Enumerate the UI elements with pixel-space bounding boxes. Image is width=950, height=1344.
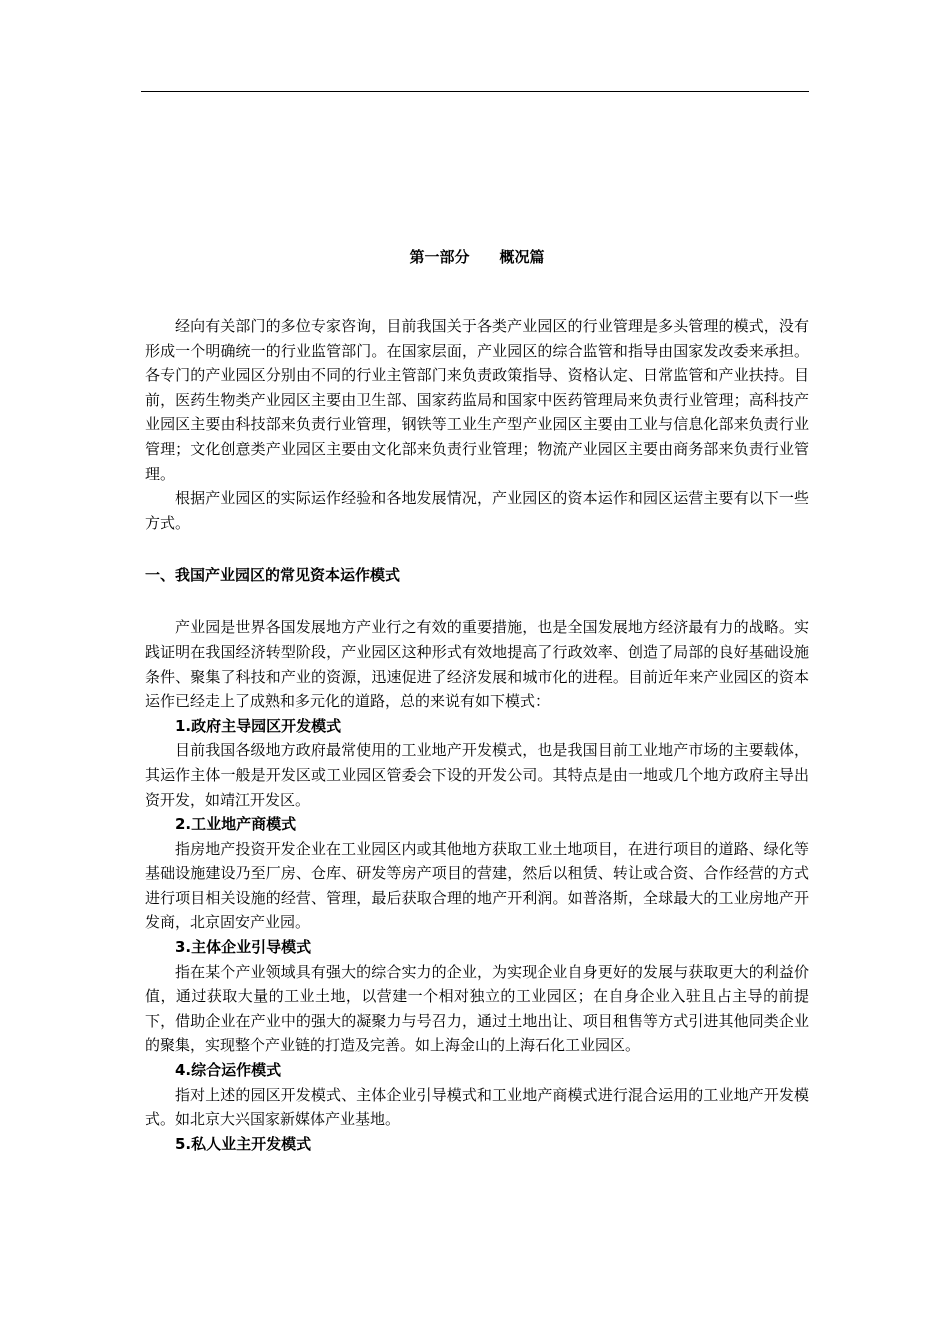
section-intro-paragraph: 产业园是世界各国发展地方产业行之有效的重要措施，也是全国发展地方经济最有力的战略。实践证明在我国经济转型阶段，产业园区这种形式有效地提高了行政效率、创造了局部的良好基础设施条件、聚集了科技和产业的资源，迅速促进了经济发展和城市化的进程。目前近年来产业园区的资本运作已经走上了成熟和多元化的道路，总的来说有如下模式： bbox=[145, 618, 809, 711]
part-title: 第一部分 概况篇 bbox=[409, 248, 545, 266]
section-heading: 一、我国产业园区的常见资本运作模式 bbox=[145, 566, 401, 585]
model-text-1: 目前我国各级地方政府最常使用的工业地产开发模式，也是我国目前工业地产市场的主要载体，其运作主体一般是开发区或工业园区管委会下设的开发公司。其特点是由一地或几个地方政府主导出资开发，如靖江开发区。 bbox=[145, 741, 809, 809]
model-heading-2: 2.工业地产商模式 bbox=[175, 815, 297, 834]
header-rule bbox=[141, 91, 809, 92]
intro-paragraph-1: 经向有关部门的多位专家咨询，目前我国关于各类产业园区的行业管理是多头管理的模式，没有形成一个明确统一的行业监管部门。在国家层面，产业园区的综合监管和指导由国家发改委来承担。各专门的产业园区分别由不同的行业主管部门来负责政策指导、资格认定、日常监管和产业扶持。目前，医药生物类产业园区主要由卫生部、国家药监局和国家中医药管理局来负责行业管理；高科技产业园区主要由科技部来负责行业管理，钢铁等工业生产型产业园区主要由工业与信息化部来负责行业管理；文化创意类产业园区主要由文化部来负责行业管理；物流产业园区主要由商务部来负责行业管理。 bbox=[145, 317, 809, 483]
model-heading-1: 1.政府主导园区开发模式 bbox=[175, 716, 342, 735]
model-heading-5: 5.私人业主开发模式 bbox=[175, 1134, 312, 1153]
model-heading-3: 3.主体企业引导模式 bbox=[175, 938, 312, 957]
intro-paragraph-2: 根据产业园区的实际运作经验和各地发展情况，产业园区的资本运作和园区运营主要有以下一些方式。 bbox=[145, 489, 809, 532]
model-text-4: 指对上述的园区开发模式、主体企业引导模式和工业地产商模式进行混合运用的工业地产开发模式。如北京大兴国家新媒体产业基地。 bbox=[145, 1085, 809, 1129]
model-text-3: 指在某个产业领域具有强大的综合实力的企业，为实现企业自身更好的发展与获取更大的利益价值，通过获取大量的工业土地，以营建一个相对独立的工业园区；在自身企业入驻且占主导的前提下，借助企业在产业中的强大的凝聚力与号召力，通过土地出让、项目租售等方式引进其他同类企业的聚集，实现整个产业链的打造及完善。如上海金山的上海石化工业园区。 bbox=[145, 962, 809, 1055]
model-heading-4: 4.综合运作模式 bbox=[175, 1061, 282, 1080]
model-text-2: 指房地产投资开发企业在工业园区内或其他地方获取工业土地项目，在进行项目的道路、绿化等基础设施建设乃至厂房、仓库、研发等房产项目的营建，然后以租赁、转让或合资、合作经营的方式进行项目相关设施的经营、管理，最后获取合理的地产开利润。如普洛斯，全球最大的工业房地产开发商，北京固安产业园。 bbox=[145, 839, 809, 932]
document-body bbox=[145, 246, 809, 1156]
